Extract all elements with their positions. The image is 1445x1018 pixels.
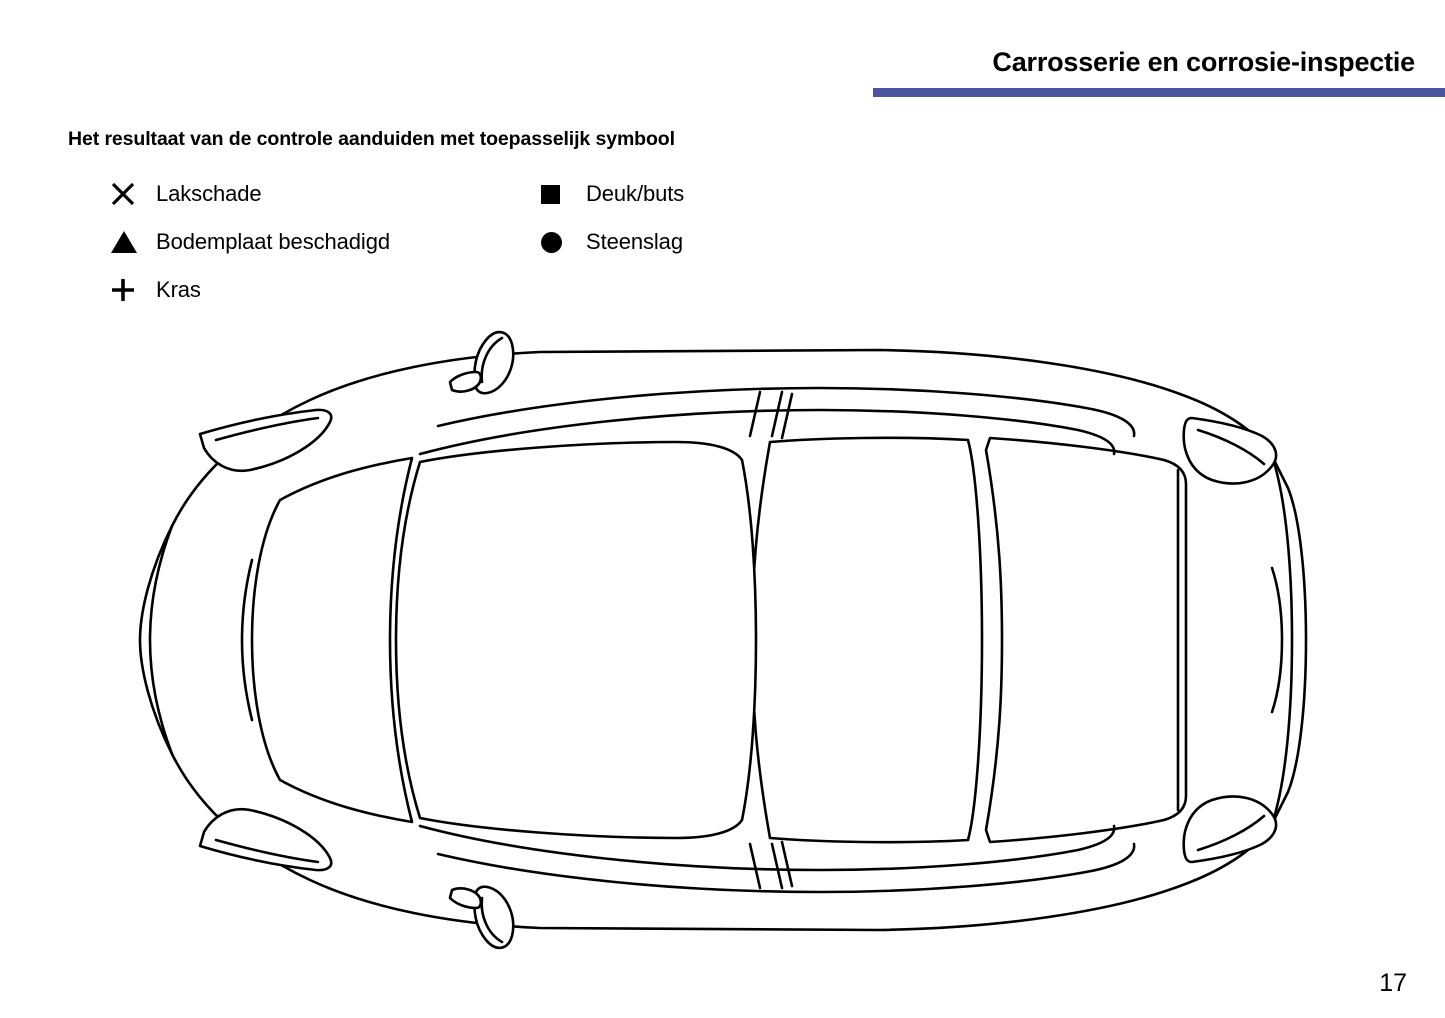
header-accent-rule [873, 88, 1445, 97]
legend-item-empty [540, 266, 810, 314]
legend-row [110, 266, 810, 314]
plus-icon [110, 277, 156, 303]
legend-item-steenslag [540, 218, 810, 266]
legend-label: Deuk/buts [586, 181, 685, 206]
page-header [867, 46, 1445, 78]
symbol-legend [110, 170, 810, 314]
legend-label: Steenslag [586, 229, 683, 254]
car-diagram[interactable] [120, 330, 1320, 950]
legend-label: Bodemplaat beschadigd [156, 229, 390, 254]
legend-item-lakschade [110, 170, 540, 218]
legend-label: Lakschade [156, 181, 262, 206]
circle-icon [540, 232, 586, 253]
legend-row [110, 170, 810, 218]
instruction-text: Het resultaat van de controle aanduiden met toepasselijk symbool [68, 128, 675, 150]
legend-row [110, 218, 810, 266]
car-top-view-outline[interactable] [120, 330, 1320, 950]
cross-icon [110, 181, 156, 207]
legend-item-deuk-buts [540, 170, 810, 218]
legend-item-bodemplaat-beschadigd [110, 218, 540, 266]
square-icon [540, 185, 586, 204]
triangle-icon [110, 231, 156, 253]
legend-label: Kras [156, 277, 201, 302]
legend-item-kras [110, 266, 540, 314]
page-title: Carrosserie en corrosie-inspectie [992, 47, 1415, 77]
page-number: 17 [1379, 969, 1407, 997]
